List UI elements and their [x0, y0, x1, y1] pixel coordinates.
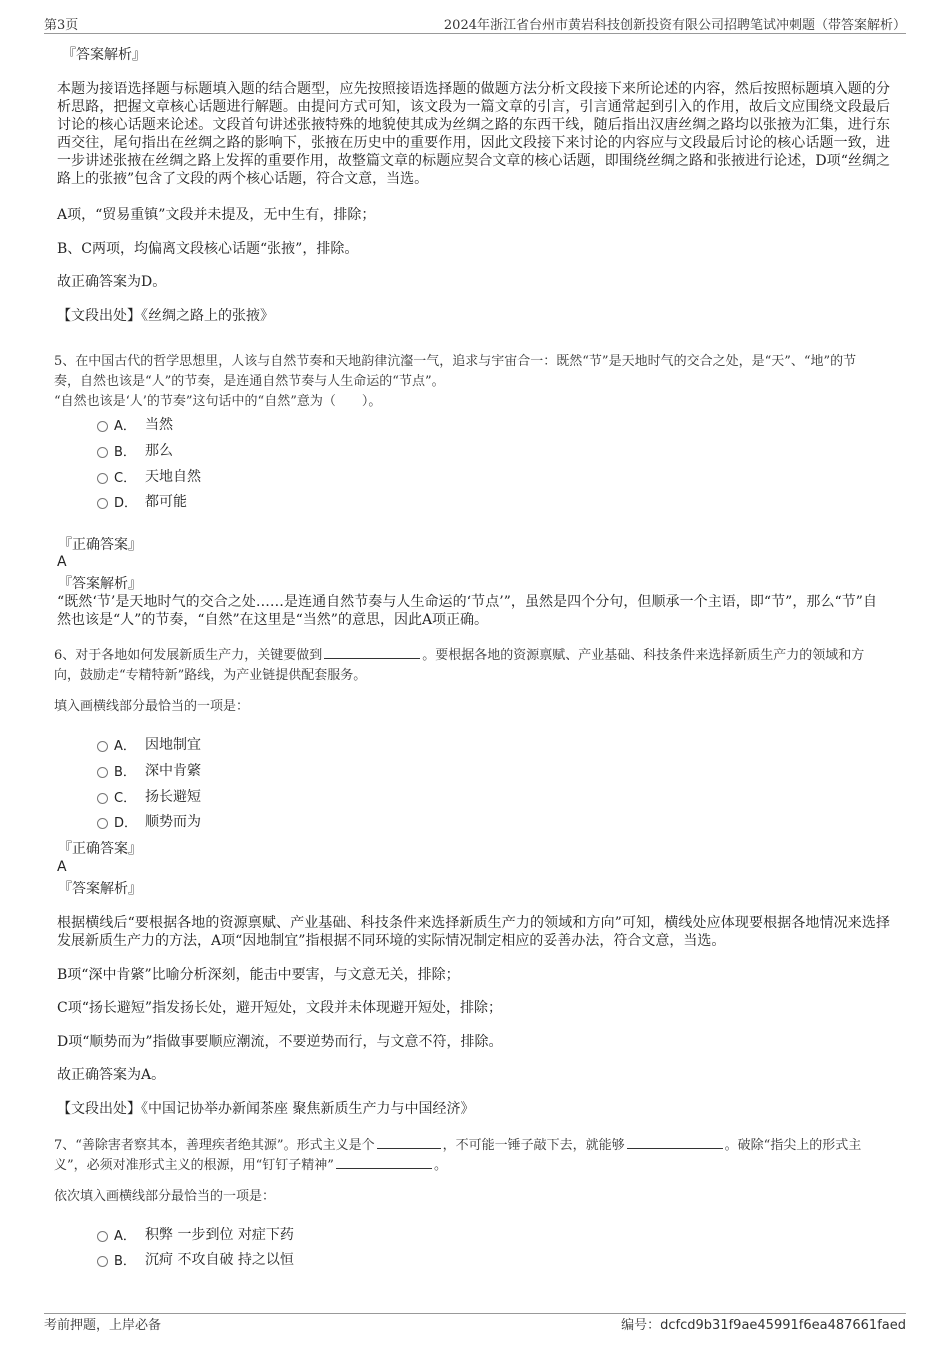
radio-icon[interactable]	[97, 1256, 108, 1267]
option-label: A．	[114, 418, 136, 434]
q6-analysis-paragraph: 根据横线后“要根据各地的资源禀赋、产业基础、科技条件来选择新质生产力的领域和方向”可知，横线处应体现要根据各地情况来选择发展新质生产力的方法，A项“因地制宜”指根据不同环境的实际情况制定相应的妥善办法，符合文意，当选。	[57, 915, 890, 949]
q4-analysis-label: 『答案解析』	[62, 47, 146, 63]
option-label: A．	[114, 738, 136, 754]
q5-correct-answer: A	[57, 554, 67, 570]
q6-correct-label: 『正确答案』	[58, 841, 142, 857]
q6-prompt: 填入画横线部分最恰当的一项是：	[54, 699, 250, 714]
option-label: D．	[114, 495, 138, 511]
q7-stem-line2	[54, 1156, 894, 1176]
q7-stem-line1	[54, 1136, 894, 1156]
q6-conclusion: 故正确答案为A。	[57, 1067, 166, 1083]
q5-stem-line1: 5、在中国古代的哲学思想里，人该与自然节奏和天地韵律沆瀣一气，追求与宇宙合一：既然“节”是天地时气的交合之处，是“天”、“地”的节	[54, 354, 857, 369]
q7-stem-part1: 7、“善除害者察其本，善理疾者绝其源”。形式主义是个	[54, 1138, 375, 1153]
radio-icon[interactable]	[97, 767, 108, 778]
option-text: 积弊 一步到位 对症下药	[145, 1227, 294, 1243]
option-label: A．	[114, 1228, 136, 1244]
q6-stem-line1	[54, 646, 894, 666]
document-title: 2024年浙江省台州市黄岩科技创新投资有限公司招聘笔试冲刺题（带答案解析）	[443, 18, 906, 33]
q7-stem-part2: ，不可能一锤子敲下去，就能够	[442, 1138, 625, 1153]
option-text: 深中肯綮	[145, 763, 201, 779]
q6-correct-answer: A	[57, 859, 67, 875]
q6-analysis-label: 『答案解析』	[58, 881, 142, 897]
q5-option-a[interactable]	[97, 414, 173, 434]
header-divider	[44, 33, 906, 34]
option-label: B．	[114, 444, 136, 460]
radio-icon[interactable]	[97, 741, 108, 752]
option-label: C．	[114, 470, 137, 486]
q6-option-c-analysis: C项“扬长避短”指发扬长处，避开短处，文段并未体现避开短处，排除；	[57, 1000, 503, 1016]
option-label: B．	[114, 764, 136, 780]
footer-slogan: 考前押题，上岸必备	[44, 1318, 162, 1333]
q5-stem-line2: 奏，自然也该是“人”的节奏，是连通自然节奏与人生命运的“节点”。	[54, 374, 445, 389]
q7-prompt: 依次填入画横线部分最恰当的一项是：	[54, 1189, 276, 1204]
option-text: 扬长避短	[145, 789, 201, 805]
radio-icon[interactable]	[97, 473, 108, 484]
q6-option-b-analysis: B项“深中肯綮”比喻分析深刻，能击中要害，与文意无关，排除；	[57, 967, 460, 983]
q4-source: 【文段出处】《丝绸之路上的张掖》	[57, 308, 274, 324]
q5-option-d[interactable]	[97, 491, 187, 511]
q4-analysis-paragraph: 本题为接语选择题与标题填入题的结合题型，应先按照接语选择题的做题方法分析文段接下来所论述的内容，然后按照标题填入题的分析思路，把握文章核心话题进行解题。由提问方式可知，该文段为一篇文章的引言，引言通常起到引入的作用，故后文应围绕文段最后讨论的核心话题来论述。文段首句讲述张掖特殊的地貌使其成为丝绸之路的东西干线，随后指出汉唐丝绸之路均以张掖为汇集，进行东西交往，尾句指出在丝绸之路的影响下，张掖在历史中的重要作用，因此文段接下来讨论的内容应与文段最后讨论的核心话题一致，进一步讲述张掖在丝绸之路上发挥的重要作用，故整篇文章的标题应契合文章的核心话题，即围绕丝绸之路和张掖进行论述，D项“丝绸之路上的张掖”包含了文段的两个核心话题，符合文意，当选。	[57, 81, 890, 187]
q6-option-a[interactable]	[97, 734, 201, 754]
option-text: 沉疴 不攻自破 持之以恒	[145, 1252, 294, 1268]
q7-stem-part5: 。	[433, 1158, 447, 1173]
q7-option-a[interactable]	[97, 1224, 294, 1244]
radio-icon[interactable]	[97, 447, 108, 458]
q4-conclusion: 故正确答案为D。	[57, 274, 167, 290]
q6-stem-line2: 向，鼓励走“专精特新”路线，为产业链提供配套服务。	[54, 668, 367, 683]
q5-option-c[interactable]	[97, 466, 201, 486]
q6-stem-part1: 6、对于各地如何发展新质生产力，关键要做到	[54, 648, 323, 663]
q5-stem-line3: “自然也该是‘人’的节奏”这句话中的“自然”意为（ ）。	[54, 394, 382, 409]
option-text: 都可能	[145, 494, 187, 510]
radio-icon[interactable]	[97, 793, 108, 804]
q7-blank-3	[336, 1156, 432, 1169]
option-label: C．	[114, 790, 137, 806]
q5-analysis: “既然‘节’是天地时气的交合之处……是连通自然节奏与人生命运的‘节点’”，虽然是四个分句，但顺承一个主语，即“节”，那么“节”自然也该是“人”的节奏，“自然”在这里是“当然”的意思，因此A项正确。	[57, 594, 877, 628]
option-text: 当然	[145, 417, 173, 433]
radio-icon[interactable]	[97, 421, 108, 432]
q7-stem-part3: 。破除“指尖上的形式主	[724, 1138, 862, 1153]
option-label: B．	[114, 1253, 136, 1269]
q4-option-a-analysis: A项，“贸易重镇”文段并未提及，无中生有，排除；	[57, 207, 376, 223]
q6-stem-part2: 。要根据各地的资源禀赋、产业基础、科技条件来选择新质生产力的领域和方	[422, 648, 865, 663]
q7-blank-2	[627, 1136, 723, 1149]
footer-id	[621, 1314, 906, 1333]
q7-option-b[interactable]	[97, 1249, 294, 1269]
page-number: 第3页	[44, 18, 79, 33]
q4-option-bc-analysis: B、C两项，均偏离文段核心话题“张掖”，排除。	[57, 241, 359, 257]
radio-icon[interactable]	[97, 498, 108, 509]
q5-analysis-label: 『答案解析』	[58, 576, 142, 592]
radio-icon[interactable]	[97, 818, 108, 829]
q7-stem-part4: 义”，必须对准形式主义的根源，用“钉钉子精神”	[54, 1158, 334, 1173]
q5-option-b[interactable]	[97, 440, 173, 460]
q6-option-d[interactable]	[97, 811, 201, 831]
option-label: D．	[114, 815, 138, 831]
footer-id-label: 编号：	[621, 1318, 661, 1333]
q6-option-b[interactable]	[97, 760, 201, 780]
q7-blank-1	[377, 1136, 441, 1149]
option-text: 顺势而为	[145, 814, 201, 830]
q6-blank	[324, 646, 420, 659]
q6-option-d-analysis: D项“顺势而为”指做事要顺应潮流，不要逆势而行，与文意不符，排除。	[57, 1034, 503, 1050]
option-text: 天地自然	[145, 469, 201, 485]
q6-source: 【文段出处】《中国记协举办新闻茶座 聚焦新质生产力与中国经济》	[57, 1101, 475, 1117]
q5-correct-label: 『正确答案』	[58, 537, 142, 553]
radio-icon[interactable]	[97, 1231, 108, 1242]
q6-option-c[interactable]	[97, 786, 201, 806]
footer-id-code: dcfcd9b31f9ae45991f6ea487661faed	[660, 1318, 906, 1333]
option-text: 那么	[145, 443, 173, 459]
option-text: 因地制宜	[145, 737, 201, 753]
